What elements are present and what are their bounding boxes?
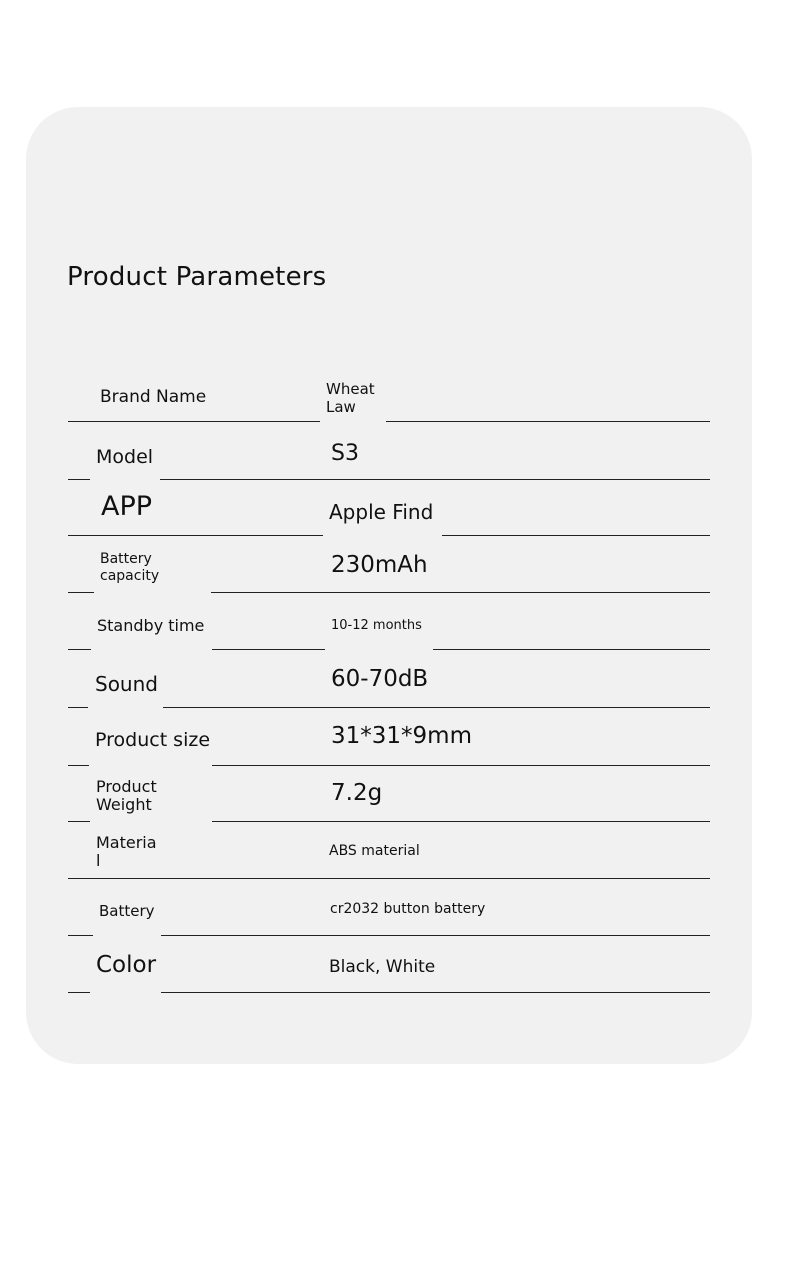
param-value: Wheat Law — [326, 380, 375, 416]
param-value: 31*31*9mm — [331, 723, 472, 749]
param-row-product-weight — [68, 772, 710, 822]
row-divider — [68, 935, 710, 936]
param-row-model — [68, 430, 710, 480]
param-label: Sound — [95, 672, 158, 696]
param-value: Apple Find — [329, 500, 434, 524]
param-row-product-size — [68, 716, 710, 766]
param-value: 10-12 months — [331, 618, 422, 633]
param-row-battery — [68, 886, 710, 936]
param-label: Color — [96, 952, 157, 978]
row-divider — [68, 479, 710, 480]
param-row-standby-time — [68, 600, 710, 650]
param-value: 60-70dB — [331, 666, 429, 692]
param-row-brand-name — [68, 372, 710, 422]
param-value: 7.2g — [331, 780, 383, 806]
param-value: Black, White — [329, 957, 436, 977]
param-label: Battery capacity — [100, 551, 160, 584]
param-label: APP — [101, 491, 153, 522]
param-value: S3 — [331, 441, 359, 466]
row-divider — [68, 707, 710, 708]
param-row-color — [68, 943, 710, 993]
row-divider — [68, 992, 710, 993]
param-row-material — [68, 829, 710, 879]
param-label: Materia l — [96, 833, 157, 870]
param-value: ABS material — [329, 843, 420, 859]
param-row-battery-capacity — [68, 543, 710, 593]
param-row-sound — [68, 658, 710, 708]
param-label: Battery — [99, 902, 155, 920]
param-label: Model — [96, 446, 154, 468]
param-value: 230mAh — [331, 552, 428, 578]
param-value: cr2032 button battery — [330, 901, 486, 917]
page-title: Product Parameters — [67, 262, 327, 292]
param-label: Standby time — [97, 616, 205, 635]
param-label: Product Weight — [96, 777, 157, 814]
row-divider — [68, 421, 710, 422]
param-row-app — [68, 486, 710, 536]
param-label: Brand Name — [100, 387, 207, 407]
param-label: Product size — [95, 729, 211, 751]
row-divider — [68, 878, 710, 879]
